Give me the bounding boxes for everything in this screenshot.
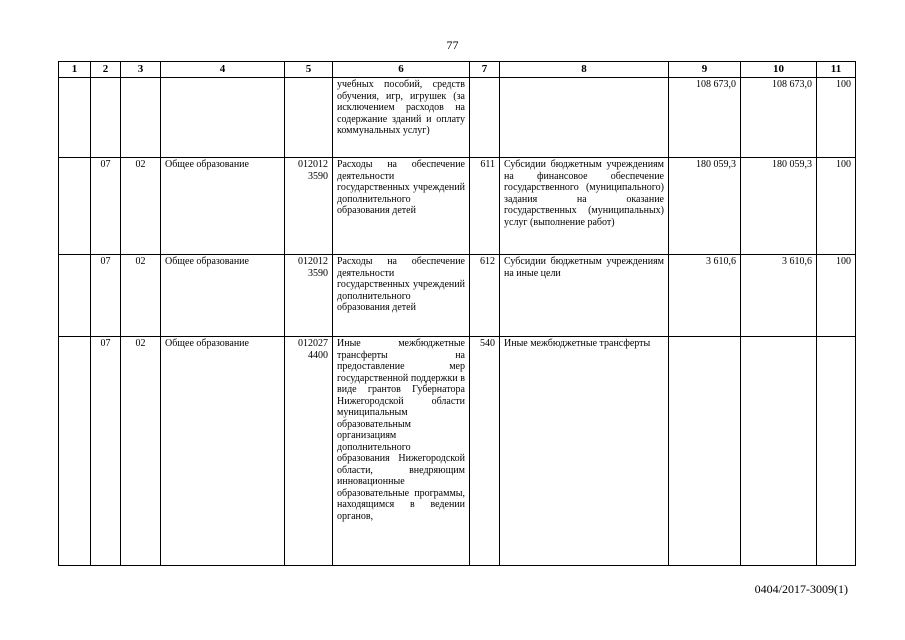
- cell-percent: 100: [817, 255, 856, 337]
- cell-section-name: Общее образование: [161, 337, 285, 566]
- cell-subsection: [121, 78, 161, 158]
- table-header-row: [59, 62, 856, 78]
- cell-target-article: 012012 3590: [285, 158, 333, 255]
- cell-article-name: Иные межбюджетные трансферты на предоставление мер государственной поддержки в виде грантов Губернатора Нижегородской области муниципальным образовательным организациям дополнительного образования Нижегородской области, внедряющим инновационные образовательные программы, находящимся в ведении органов,: [333, 337, 470, 566]
- header-col-2: 2: [91, 62, 121, 78]
- cell-article-name: учебных пособий, средств обучения, игр, игрушек (за исключением расходов на содержание зданий и оплату коммунальных услуг): [333, 78, 470, 158]
- cell-section-name: Общее образование: [161, 158, 285, 255]
- cell-row-number: [59, 158, 91, 255]
- header-col-7: 7: [470, 62, 500, 78]
- cell-amount-executed: [741, 337, 817, 566]
- table-row: [59, 158, 856, 255]
- table-row: [59, 78, 856, 158]
- cell-amount-executed: 3 610,6: [741, 255, 817, 337]
- header-col-3: 3: [121, 62, 161, 78]
- table-row: [59, 337, 856, 566]
- cell-section: 07: [91, 255, 121, 337]
- cell-percent: 100: [817, 78, 856, 158]
- cell-expense-type-name: [500, 78, 669, 158]
- header-col-1: 1: [59, 62, 91, 78]
- cell-percent: 100: [817, 158, 856, 255]
- cell-subsection: 02: [121, 337, 161, 566]
- cell-expense-type: 612: [470, 255, 500, 337]
- cell-expense-type: 540: [470, 337, 500, 566]
- cell-percent: [817, 337, 856, 566]
- page-number: 77: [446, 38, 459, 52]
- cell-expense-type: 611: [470, 158, 500, 255]
- cell-amount-planned: 180 059,3: [669, 158, 741, 255]
- cell-article-name: Расходы на обеспечение деятельности государственных учреждений дополнительного образования детей: [333, 158, 470, 255]
- cell-article-name: Расходы на обеспечение деятельности государственных учреждений дополнительного образования детей: [333, 255, 470, 337]
- cell-section-name: Общее образование: [161, 255, 285, 337]
- document-code: 0404/2017-3009(1): [754, 582, 848, 596]
- cell-row-number: [59, 337, 91, 566]
- cell-expense-type: [470, 78, 500, 158]
- cell-section-name: [161, 78, 285, 158]
- cell-target-article: 012027 4400: [285, 337, 333, 566]
- cell-target-article: [285, 78, 333, 158]
- cell-amount-planned: [669, 337, 741, 566]
- cell-row-number: [59, 255, 91, 337]
- cell-amount-planned: 108 673,0: [669, 78, 741, 158]
- cell-amount-executed: 180 059,3: [741, 158, 817, 255]
- cell-expense-type-name: Субсидии бюджетным учреждениям на иные цели: [500, 255, 669, 337]
- header-col-11: 11: [817, 62, 856, 78]
- cell-expense-type-name: Субсидии бюджетным учреждениям на финансовое обеспечение государственного (муниципального) задания на оказание государственных (муниципальных) услуг (выполнение работ): [500, 158, 669, 255]
- header-col-10: 10: [741, 62, 817, 78]
- cell-section: [91, 78, 121, 158]
- cell-amount-executed: 108 673,0: [741, 78, 817, 158]
- header-col-4: 4: [161, 62, 285, 78]
- cell-subsection: 02: [121, 255, 161, 337]
- cell-target-article: 012012 3590: [285, 255, 333, 337]
- cell-section: 07: [91, 337, 121, 566]
- budget-table: [58, 61, 856, 566]
- cell-expense-type-name: Иные межбюджетные трансферты: [500, 337, 669, 566]
- cell-subsection: 02: [121, 158, 161, 255]
- cell-amount-planned: 3 610,6: [669, 255, 741, 337]
- header-col-9: 9: [669, 62, 741, 78]
- cell-section: 07: [91, 158, 121, 255]
- header-col-8: 8: [500, 62, 669, 78]
- cell-row-number: [59, 78, 91, 158]
- header-col-6: 6: [333, 62, 470, 78]
- table-row: [59, 255, 856, 337]
- header-col-5: 5: [285, 62, 333, 78]
